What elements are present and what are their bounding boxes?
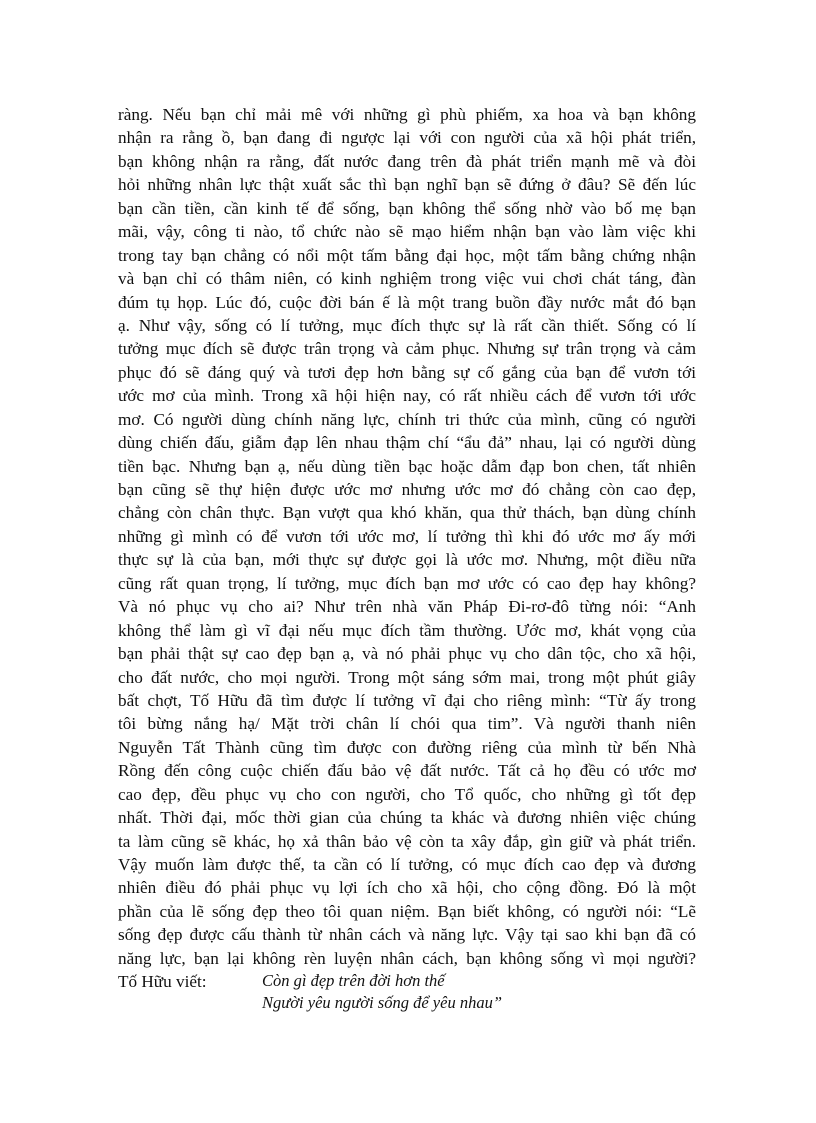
body-line: tiền bạc. Nhưng bạn ạ, nếu dùng tiền bạc hoặc dẫm đạp bon chen, tất nhiên <box>118 456 696 476</box>
body-line: nhận ra rằng ồ, bạn đang đi ngược lại với con người của xã hội phát triển, <box>118 128 696 148</box>
body-line: phục đó sẽ đáng quý và tươi đẹp hơn bằng sự cố gắng của bạn để vươn tới <box>118 362 696 382</box>
body-line: mãi, vậy, công ti nào, tổ chức nào sẽ mạo hiểm nhận bạn vào làm việc khi <box>118 222 696 242</box>
body-line: những gì mình có để vươn tới ước mơ, lí tưởng thì khi đó ước mơ ấy mới <box>118 526 696 546</box>
body-line: ta làm cũng sẽ khác, họ xả thân bảo vệ còn ta xây đắp, gìn giữ và phát triển. <box>118 831 696 851</box>
body-line: cũng rất quan trọng, lí tưởng, mục đích bạn mơ ước có cao đẹp hay không? <box>118 573 696 593</box>
body-line: ạ. Như vậy, sống có lí tưởng, mục đích thực sự là rất cần thiết. Sống có lí <box>118 315 696 335</box>
body-line: sống đẹp được cấu thành từ nhân cách và năng lực. Vậy tại sao khi bạn đã có <box>118 925 696 945</box>
poem-quote <box>262 970 502 1014</box>
essay-body <box>118 103 696 994</box>
body-line: bạn không nhận ra rằng, đất nước đang trên đà phát triển mạnh mẽ và đòi <box>118 151 696 171</box>
body-line: Rồng đến công cuộc chiến đấu bảo vệ đất nước. Tất cả họ đều có ước mơ <box>118 761 696 781</box>
body-line: phần của lẽ sống đẹp theo tôi quan niệm. Bạn biết không, có người nói: “Lẽ <box>118 901 696 921</box>
body-line: không thể làm gì vĩ đại nếu mục đích tầm thường. Ước mơ, khát vọng của <box>118 620 696 640</box>
body-line: năng lực, bạn lại không rèn luyện nhân cách, bạn không sống vì mọi người? <box>118 948 696 968</box>
poem-line-2: Người yêu người sống để yêu nhau” <box>262 993 502 1012</box>
body-line: Nguyễn Tất Thành cũng tìm được con đường riêng của mình từ bến Nhà <box>118 737 696 757</box>
body-line: dùng chiến đấu, giẫm đạp lên nhau thậm chí “ẩu đả” nhau, lại có người dùng <box>118 433 696 453</box>
body-line: tưởng mục đích sẽ được trân trọng và cảm phục. Nhưng sự trân trọng và cảm <box>118 339 696 359</box>
body-line: bất chợt, Tố Hữu đã tìm được lí tưởng vĩ đại cho riêng mình: “Từ ấy trong <box>118 690 696 710</box>
body-line: Và nó phục vụ cho ai? Như trên nhà văn Pháp Đi-rơ-đô từng nói: “Anh <box>118 597 696 617</box>
body-line: bạn cần tiền, cần kinh tế để sống, bạn không thể sống nhờ vào bố mẹ bạn <box>118 198 696 218</box>
body-line: mơ. Có người dùng chính năng lực, chính tri thức của mình, cũng có người <box>118 409 696 429</box>
body-line: bạn cũng sẽ thự hiện được ước mơ nhưng ước mơ đó chẳng còn cao đẹp, <box>118 480 696 499</box>
body-line: tôi bừng nắng hạ/ Mặt trời chân lí chói qua tim”. Và người thanh niên <box>118 714 696 734</box>
body-line: bạn phải thật sự cao đẹp bạn ạ, và nó phải phục vụ cho dân tộc, cho xã hội, <box>118 644 696 664</box>
body-line: chẳng còn chân thực. Bạn vượt qua khó khăn, qua thử thách, bạn dùng chính <box>118 503 696 523</box>
body-line: đúm tụ họp. Lúc đó, cuộc đời bán ế là một trang buồn đầy nước mắt đó bạn <box>118 292 696 312</box>
body-line: nhiên điều đó phải phục vụ lợi ích cho xã hội, cho cộng đồng. Đó là một <box>118 878 696 898</box>
body-line: cho đất nước, cho mọi người. Trong một sáng sớm mai, trong một phút giây <box>118 667 696 687</box>
body-line: cao đẹp, đều phục vụ cho con người, cho Tổ quốc, cho những gì tốt đẹp <box>118 784 696 804</box>
body-line: nhất. Thời đại, mốc thời gian của chúng ta khác và đương nhiên việc chúng <box>118 808 696 828</box>
poem-line-1: Còn gì đẹp trên đời hơn thế <box>262 971 445 990</box>
body-line: Vậy muốn làm được thế, ta cần có lí tưởng, có mục đích cao đẹp và đương <box>118 855 696 874</box>
body-line: trong tay bạn chẳng có nổi một tấm bằng đại học, một tấm bằng chứng nhận <box>118 245 696 265</box>
body-line: thực sự là của bạn, mới thực sự được gọi là ước mơ. Nhưng, một điều nữa <box>118 550 696 570</box>
body-line: ước mơ của mình. Trong xã hội hiện nay, có rất nhiều cách để vươn tới ước <box>118 386 696 406</box>
body-line: và bạn chỉ có thâm niên, có kinh nghiệm trong việc vui chơi chát táng, đàn <box>118 269 696 289</box>
body-line: hỏi những nhân lực thật xuất sắc thì bạn nghĩ bạn sẽ đứng ở đâu? Sẽ đến lúc <box>118 175 696 195</box>
body-line: Tố Hữu viết: <box>118 972 207 992</box>
body-line: ràng. Nếu bạn chỉ mải mê với những gì phù phiếm, xa hoa và bạn không <box>118 105 696 124</box>
